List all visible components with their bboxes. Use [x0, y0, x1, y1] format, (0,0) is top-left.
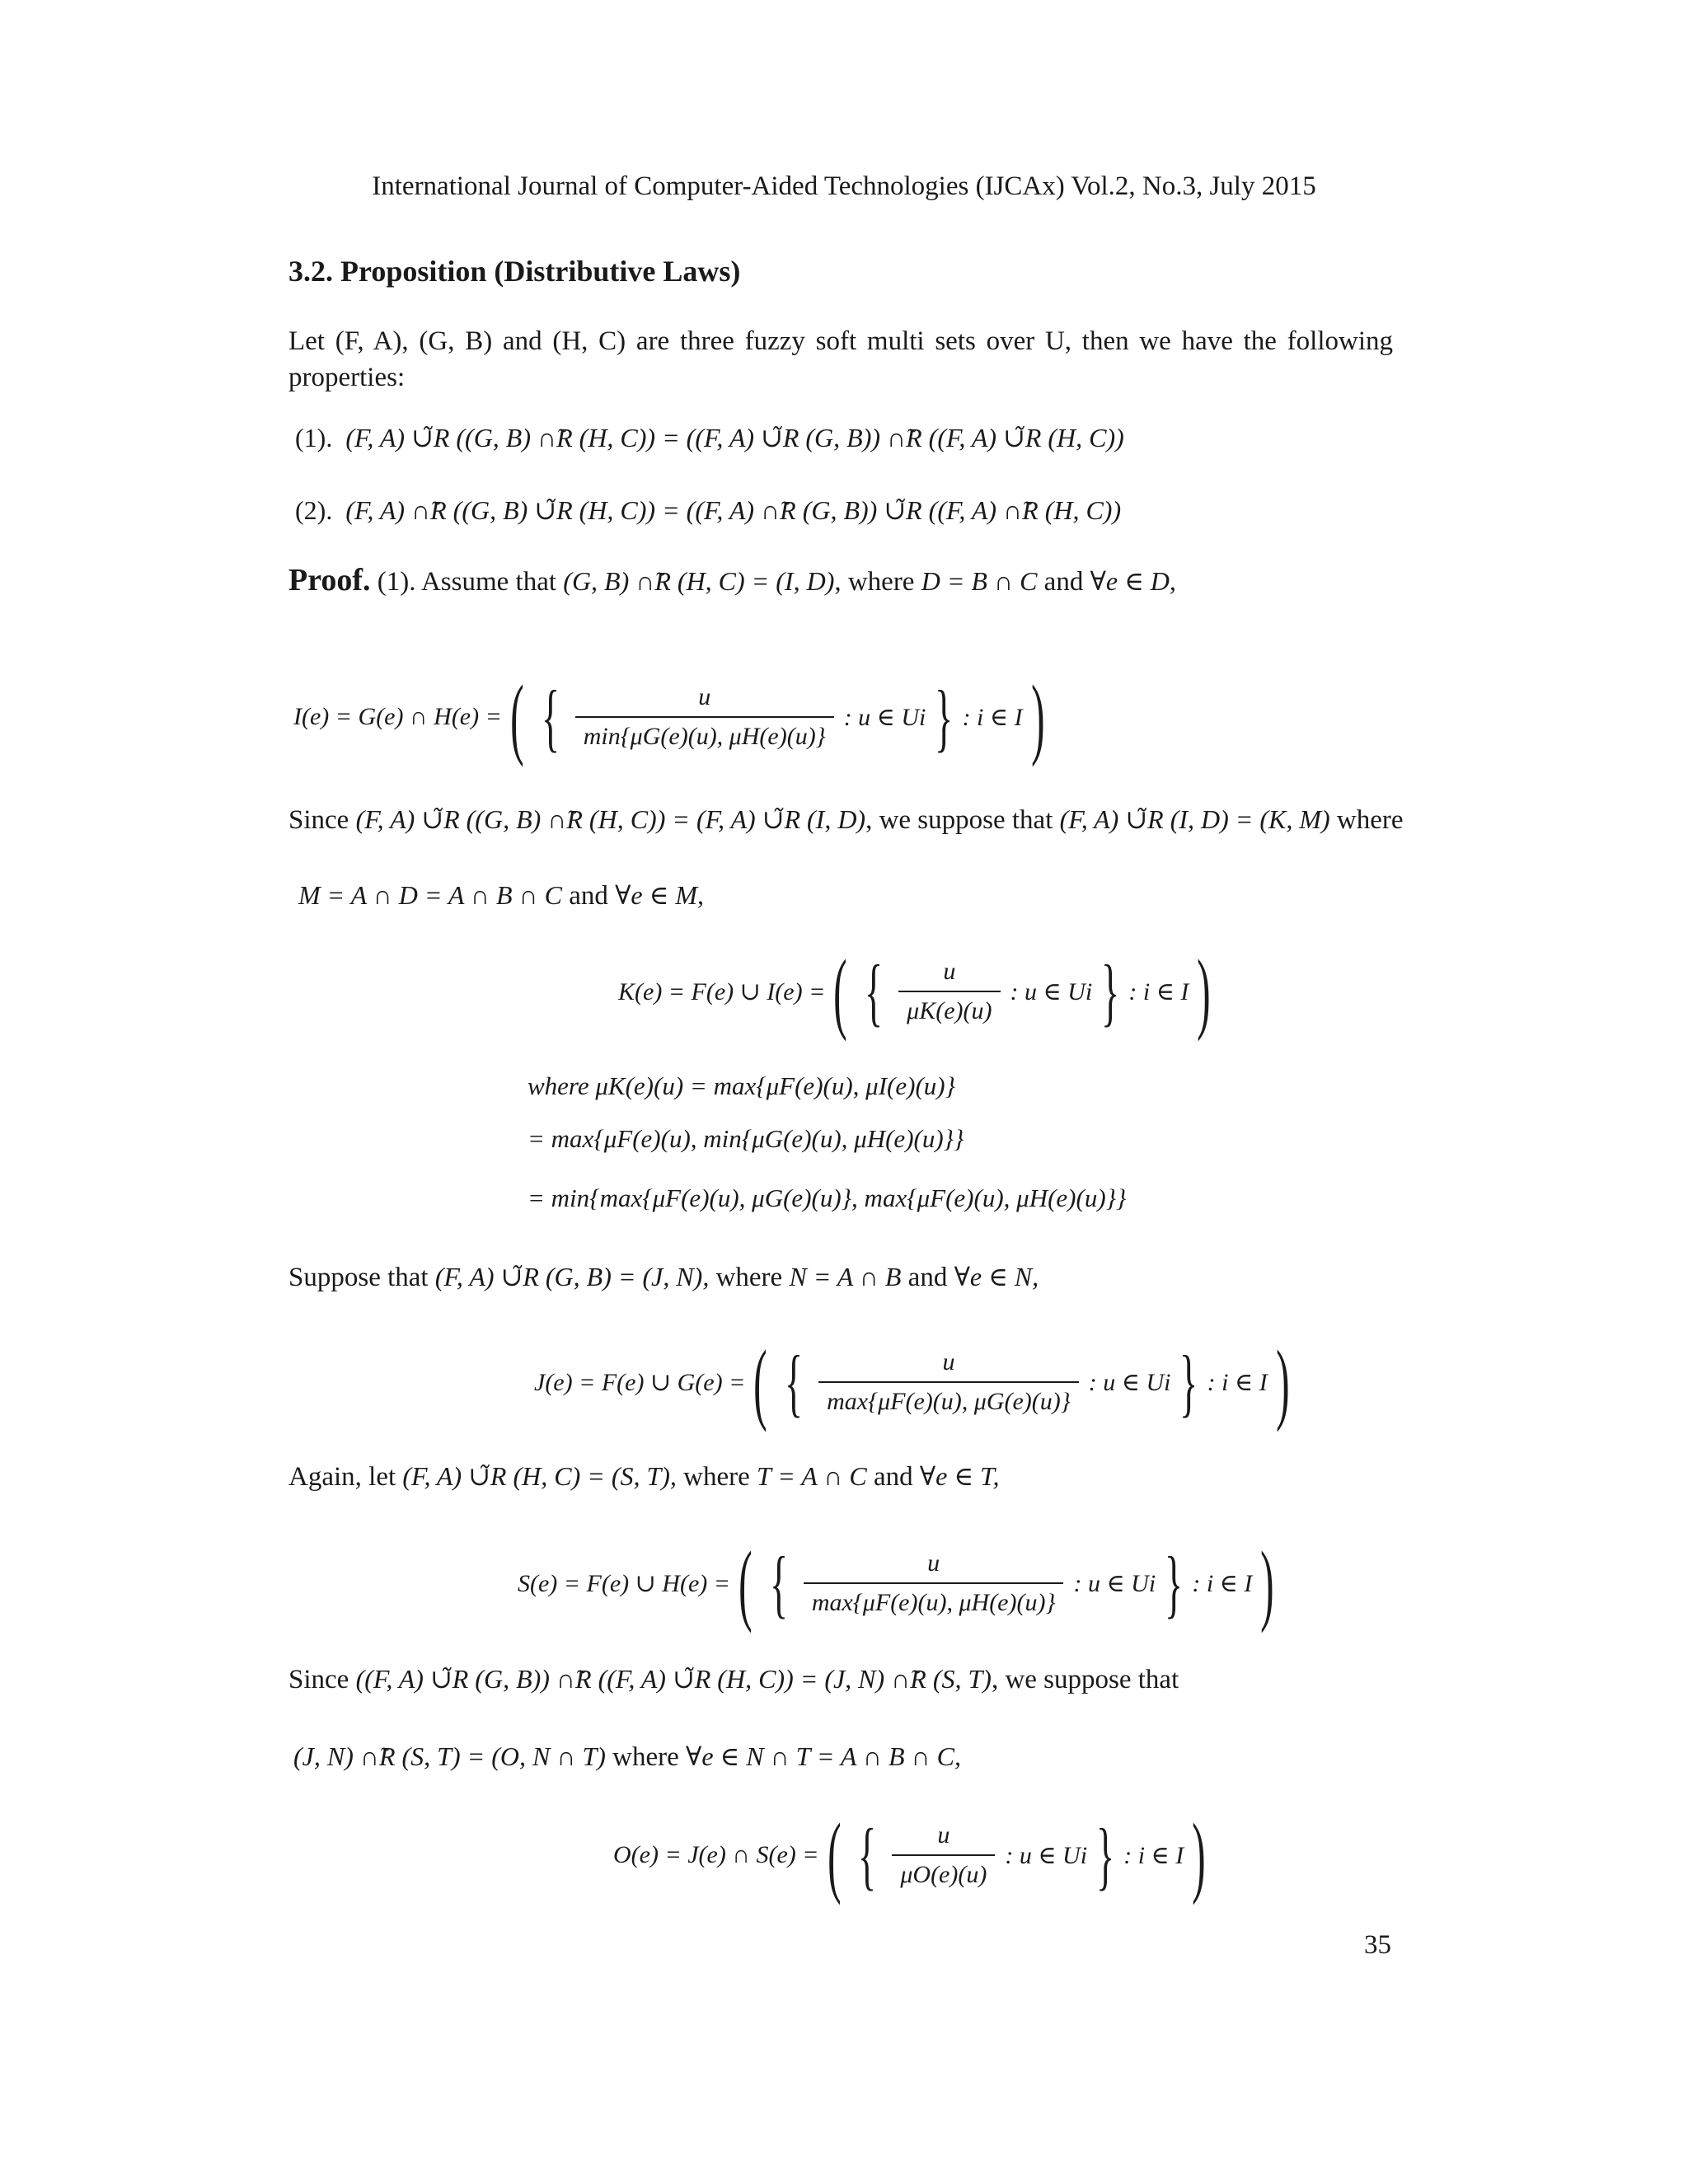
- close-paren: ): [1275, 1332, 1290, 1432]
- equation-s-denominator: max{μF(e)(u), μH(e)(u)}: [804, 1582, 1064, 1617]
- since-2-text-2: , we suppose that: [991, 1665, 1179, 1694]
- again-expr-2: T = A ∩ C: [757, 1461, 867, 1491]
- equation-j-denominator: max{μF(e)(u), μG(e)(u)}: [818, 1381, 1079, 1416]
- equation-i-condition: : u ∈ Ui: [843, 703, 926, 731]
- equation-j-outer: : i ∈ I: [1207, 1368, 1268, 1396]
- equation-k-fraction: [898, 958, 1000, 1025]
- equation-s-lhs: S(e) = F(e) ∪ H(e) =: [518, 1569, 731, 1597]
- equation-o-denominator: μO(e)(u): [892, 1854, 995, 1889]
- again-line: [288, 1460, 999, 1493]
- derivation-line-3: = min{max{μF(e)(u), μG(e)(u)}, max{μF(e)(u), μH(e)(u)}}: [528, 1183, 1127, 1212]
- close-paren: ): [1030, 667, 1045, 767]
- jn-line: [293, 1741, 961, 1773]
- jn-line-expr-2: ∀e ∈ N ∩ T = A ∩ B ∩ C,: [686, 1741, 961, 1771]
- proof-expr-1: (G, B) ∩̃R (H, C) = (I, D): [563, 566, 835, 596]
- m-line-expr-1: M = A ∩ D = A ∩ B ∩ C: [298, 880, 562, 910]
- derivation-line-2: = max{μF(e)(u), min{μG(e)(u), μH(e)(u)}}: [528, 1124, 964, 1153]
- since-1-expr-1: (F, A) ∪̃R ((G, B) ∩̃R (H, C)) = (F, A) ∪̃R (I, D): [355, 804, 866, 834]
- suppose-expr-3: ∀e ∈ N,: [954, 1262, 1039, 1291]
- equation-j-condition: : u ∈ Ui: [1088, 1368, 1171, 1396]
- equation-s-condition: : u ∈ Ui: [1073, 1569, 1156, 1597]
- property-2-formula: (F, A) ∩̃R ((G, B) ∪̃R (H, C)) = ((F, A) ∩̃R (G, B)) ∪̃R ((F, A) ∩̃R (H, C)): [345, 495, 1122, 525]
- equation-i-outer: : i ∈ I: [962, 703, 1023, 731]
- derivation-line-1: where μK(e)(u) = max{μF(e)(u), μI(e)(u)}: [528, 1071, 955, 1100]
- proof-line: [288, 562, 1176, 598]
- section-title: 3.2. Proposition (Distributive Laws): [288, 255, 741, 288]
- close-brace: }: [1179, 1340, 1198, 1424]
- open-paren: (: [738, 1533, 753, 1633]
- again-text-2: where: [683, 1462, 750, 1492]
- proof-label: Proof.: [288, 563, 371, 598]
- equation-i-denominator: min{μG(e)(u), μH(e)(u)}: [575, 716, 834, 751]
- equation-j: [534, 1332, 1297, 1432]
- equation-s-outer: : i ∈ I: [1192, 1569, 1253, 1597]
- equation-o-condition: : u ∈ Ui: [1005, 1841, 1088, 1869]
- proof-text-2: , where: [834, 567, 915, 597]
- close-paren: ): [1192, 1805, 1206, 1905]
- open-brace: {: [785, 1340, 804, 1424]
- equation-j-numerator: u: [942, 1348, 955, 1376]
- property-1-number: (1).: [295, 423, 333, 452]
- suppose-line: [288, 1261, 1039, 1293]
- proof-text-3: and: [1043, 567, 1084, 597]
- since-2-expr-1: ((F, A) ∪̃R (G, B)) ∩̃R ((F, A) ∪̃R (H, C)) = (J, N) ∩̃R (S, T): [355, 1664, 992, 1694]
- open-brace: {: [858, 1813, 877, 1897]
- intro-paragraph: Let (F, A), (G, B) and (H, C) are three fuzzy soft multi sets over U, then we have the following properties:: [288, 326, 1393, 392]
- equation-o: [613, 1805, 1214, 1905]
- equation-i-lhs: I(e) = G(e) ∩ H(e) =: [293, 703, 502, 730]
- close-brace: }: [1096, 1813, 1115, 1897]
- property-1: [295, 422, 1124, 453]
- since-1-text-2: , we suppose that: [865, 805, 1053, 835]
- equation-i-fraction: [575, 683, 834, 751]
- since-line-2: [288, 1663, 1179, 1695]
- again-text-1: Again, let: [288, 1462, 396, 1492]
- equation-k-lhs: K(e) = F(e) ∪ I(e) =: [618, 977, 826, 1005]
- open-paren: (: [827, 1805, 842, 1905]
- equation-j-lhs: J(e) = F(e) ∪ G(e) =: [534, 1368, 746, 1396]
- open-brace: {: [541, 675, 560, 759]
- equation-k-numerator: u: [943, 958, 956, 985]
- close-brace: }: [1101, 949, 1120, 1033]
- suppose-text-1: Suppose that: [288, 1263, 429, 1292]
- open-brace: {: [769, 1541, 788, 1625]
- open-brace: {: [865, 949, 884, 1033]
- close-paren: ): [1197, 941, 1211, 1042]
- since-line-1: [288, 804, 1404, 836]
- suppose-expr-2: N = A ∩ B: [789, 1262, 902, 1291]
- since-1-text-1: Since: [288, 805, 349, 835]
- close-brace: }: [1165, 1541, 1184, 1625]
- equation-s: [518, 1533, 1282, 1633]
- suppose-expr-1: (F, A) ∪̃R (G, B) = (J, N),: [434, 1262, 710, 1291]
- jn-line-text-1: where: [612, 1742, 679, 1772]
- again-text-3: and: [873, 1462, 913, 1492]
- journal-header: International Journal of Computer-Aided Technologies (IJCAx) Vol.2, No.3, July 2015: [372, 171, 1316, 201]
- since-2-text-1: Since: [288, 1665, 349, 1694]
- page-number: 35: [1364, 1930, 1391, 1960]
- property-2: [295, 494, 1121, 526]
- jn-line-expr-1: (J, N) ∩̃R (S, T) = (O, N ∩ T): [293, 1741, 606, 1771]
- equation-s-numerator: u: [927, 1549, 940, 1577]
- equation-j-fraction: [818, 1348, 1079, 1416]
- m-line-expr-2: ∀e ∈ M,: [615, 880, 704, 910]
- equation-k-denominator: μK(e)(u): [898, 991, 1000, 1025]
- close-paren: ): [1260, 1533, 1274, 1633]
- proof-expr-2: D = B ∩ C: [921, 566, 1038, 596]
- proof-expr-3: ∀e ∈ D,: [1090, 566, 1176, 596]
- m-line: [298, 879, 704, 912]
- open-paren: (: [753, 1332, 767, 1432]
- again-expr-1: (F, A) ∪̃R (H, C) = (S, T),: [402, 1461, 677, 1491]
- equation-k: [618, 941, 1219, 1042]
- m-line-text-1: and: [569, 881, 608, 911]
- proof-text-1: (1). Assume that: [377, 567, 557, 597]
- suppose-text-2: where: [715, 1263, 783, 1292]
- equation-k-condition: : u ∈ Ui: [1010, 977, 1093, 1005]
- equation-o-fraction: [892, 1821, 995, 1889]
- equation-i-numerator: u: [698, 683, 711, 710]
- equation-o-numerator: u: [937, 1821, 950, 1849]
- equation-i: [293, 667, 1053, 767]
- equation-s-fraction: [804, 1549, 1064, 1617]
- property-2-number: (2).: [295, 495, 333, 525]
- again-expr-3: ∀e ∈ T,: [919, 1461, 1000, 1491]
- since-1-text-3: where: [1336, 805, 1404, 835]
- equation-o-outer: : i ∈ I: [1123, 1841, 1184, 1869]
- property-1-formula: (F, A) ∪̃R ((G, B) ∩̃R (H, C)) = ((F, A) ∪̃R (G, B)) ∩̃R ((F, A) ∪̃R (H, C)): [345, 423, 1124, 452]
- equation-k-outer: : i ∈ I: [1128, 977, 1189, 1005]
- close-brace: }: [935, 675, 954, 759]
- open-paren: (: [509, 667, 524, 767]
- equation-o-lhs: O(e) = J(e) ∩ S(e) =: [613, 1841, 819, 1868]
- suppose-text-3: and: [907, 1263, 948, 1292]
- since-1-expr-2: (F, A) ∪̃R (I, D) = (K, M): [1059, 804, 1330, 834]
- open-paren: (: [833, 941, 847, 1042]
